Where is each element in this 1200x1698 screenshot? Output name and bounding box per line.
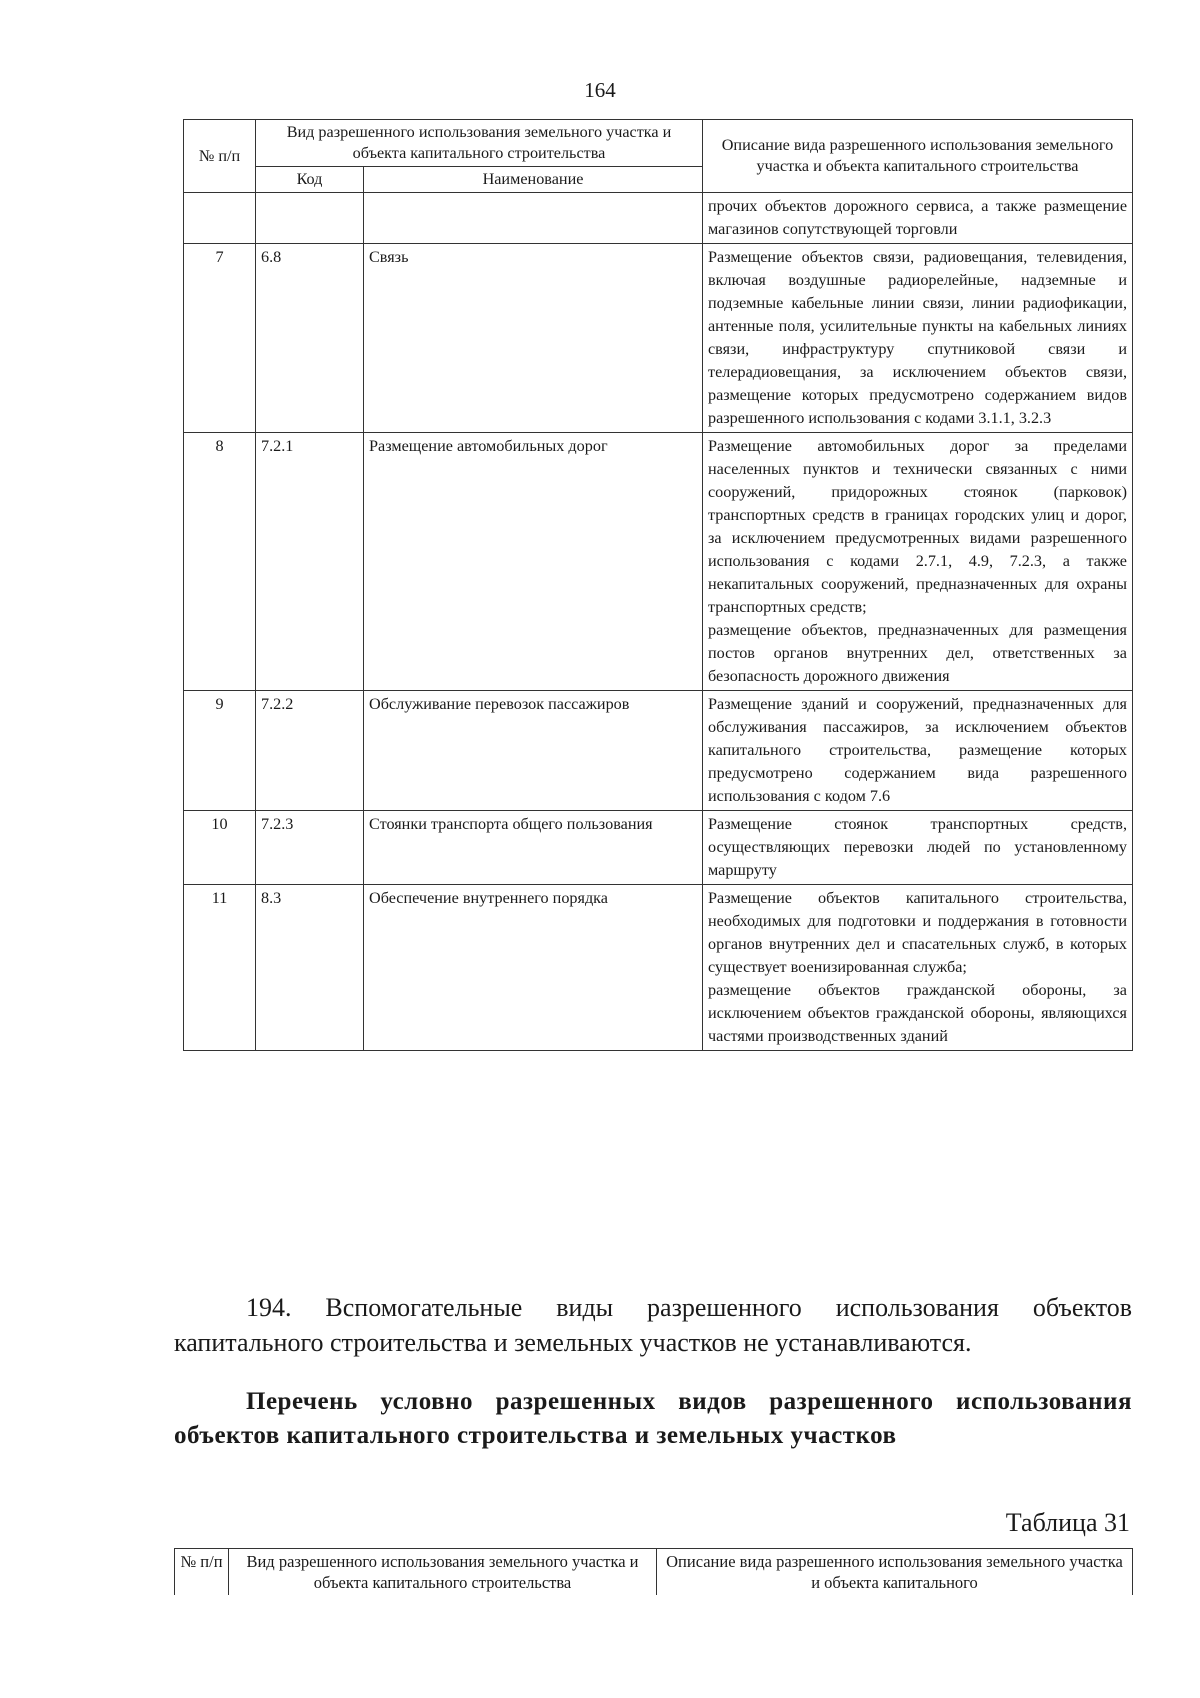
cell-code: 7.2.3 bbox=[256, 811, 364, 885]
table-row bbox=[184, 433, 1133, 691]
description-part: Размещение объектов капитального строительства, необходимых для подготовки и поддержания в готовности органов внутренних дел и спасательных служб, в которых существует военизированная служба; bbox=[708, 889, 1127, 976]
table-row-continuation bbox=[184, 193, 1133, 244]
cell-code: 6.8 bbox=[256, 244, 364, 433]
cell-description: прочих объектов дорожного сервиса, а также размещение магазинов сопутствующей торговли bbox=[703, 193, 1133, 244]
cell-num: 11 bbox=[184, 885, 256, 1051]
cell-code: 7.2.1 bbox=[256, 433, 364, 691]
table-header-row bbox=[184, 120, 1133, 167]
cell-description bbox=[703, 433, 1133, 691]
table-row bbox=[184, 691, 1133, 811]
section-heading: Перечень условно разрешенных видов разрешенного использования объектов капитального строительства и земельных участков bbox=[174, 1388, 1132, 1449]
cell-code bbox=[256, 193, 364, 244]
header-num: № п/п bbox=[184, 120, 256, 193]
cell-code: 7.2.2 bbox=[256, 691, 364, 811]
table-header-row bbox=[175, 1549, 1133, 1596]
table-caption: Таблица 31 bbox=[1005, 1508, 1130, 1537]
cell-description bbox=[703, 885, 1133, 1051]
header-kind-group: Вид разрешенного использования земельного участка и объекта капитального строительства bbox=[256, 120, 703, 167]
description-part: размещение объектов гражданской обороны, за исключением объектов гражданской обороны, являющихся частями производственных зданий bbox=[708, 981, 1127, 1045]
cell-num: 10 bbox=[184, 811, 256, 885]
cell-num: 9 bbox=[184, 691, 256, 811]
header-num: № п/п bbox=[175, 1549, 229, 1596]
cell-name bbox=[364, 193, 703, 244]
header-kind: Вид разрешенного использования земельного участка и объекта капитального строительства bbox=[229, 1549, 657, 1596]
cell-name: Связь bbox=[364, 244, 703, 433]
cell-description: Размещение объектов связи, радиовещания, телевидения, включая воздушные радиорелейные, надземные и подземные кабельные линии связи, линии радиофикации, антенные поля, усилительные пункты на кабельных линиях связи, инфраструктуру спутниковой связи и телерадиовещания, за исключением объектов связи, размещение которых предусмотрено содержанием видов разрешенного использования с кодами 3.1.1, 3.2.3 bbox=[703, 244, 1133, 433]
page-number: 164 bbox=[584, 78, 616, 102]
cell-num: 8 bbox=[184, 433, 256, 691]
cell-description: Размещение зданий и сооружений, предназначенных для обслуживания пассажиров, за исключением объектов капитального строительства, размещение которых предусмотрено содержанием вида разрешенного использования с кодом 7.6 bbox=[703, 691, 1133, 811]
cell-name: Стоянки транспорта общего пользования bbox=[364, 811, 703, 885]
header-code: Код bbox=[256, 167, 364, 193]
cell-description: Размещение стоянок транспортных средств, осуществляющих перевозки людей по установленному маршруту bbox=[703, 811, 1133, 885]
cell-name: Размещение автомобильных дорог bbox=[364, 433, 703, 691]
table-row bbox=[184, 885, 1133, 1051]
permitted-use-table bbox=[183, 119, 1133, 1051]
cell-name: Обслуживание перевозок пассажиров bbox=[364, 691, 703, 811]
paragraph-194: 194. Вспомогательные виды разрешенного использования объектов капитального строительства и земельных участков не устанавливаются. bbox=[174, 1293, 1132, 1357]
header-description: Описание вида разрешенного использования земельного участка и объекта капитального строительства bbox=[703, 120, 1133, 193]
table-row bbox=[184, 811, 1133, 885]
description-part: размещение объектов, предназначенных для размещения постов органов внутренних дел, ответственных за безопасность дорожного движения bbox=[708, 621, 1127, 685]
description-part: Размещение автомобильных дорог за пределами населенных пунктов и технически связанных с ними сооружений, придорожных стоянок (парковок) транспортных средств в границах городских улиц и дорог, за исключением предусмотренных видами разрешенного использования с кодами 2.7.1, 4.9, 7.2.3, а также некапитальных сооружений, предназначенных для охраны транспортных средств; bbox=[708, 437, 1127, 616]
conditional-use-table bbox=[174, 1548, 1133, 1595]
table-row bbox=[184, 244, 1133, 433]
cell-num bbox=[184, 193, 256, 244]
cell-name: Обеспечение внутреннего порядка bbox=[364, 885, 703, 1051]
cell-code: 8.3 bbox=[256, 885, 364, 1051]
header-description: Описание вида разрешенного использования земельного участка и объекта капитального bbox=[657, 1549, 1133, 1596]
header-name: Наименование bbox=[364, 167, 703, 193]
cell-num: 7 bbox=[184, 244, 256, 433]
